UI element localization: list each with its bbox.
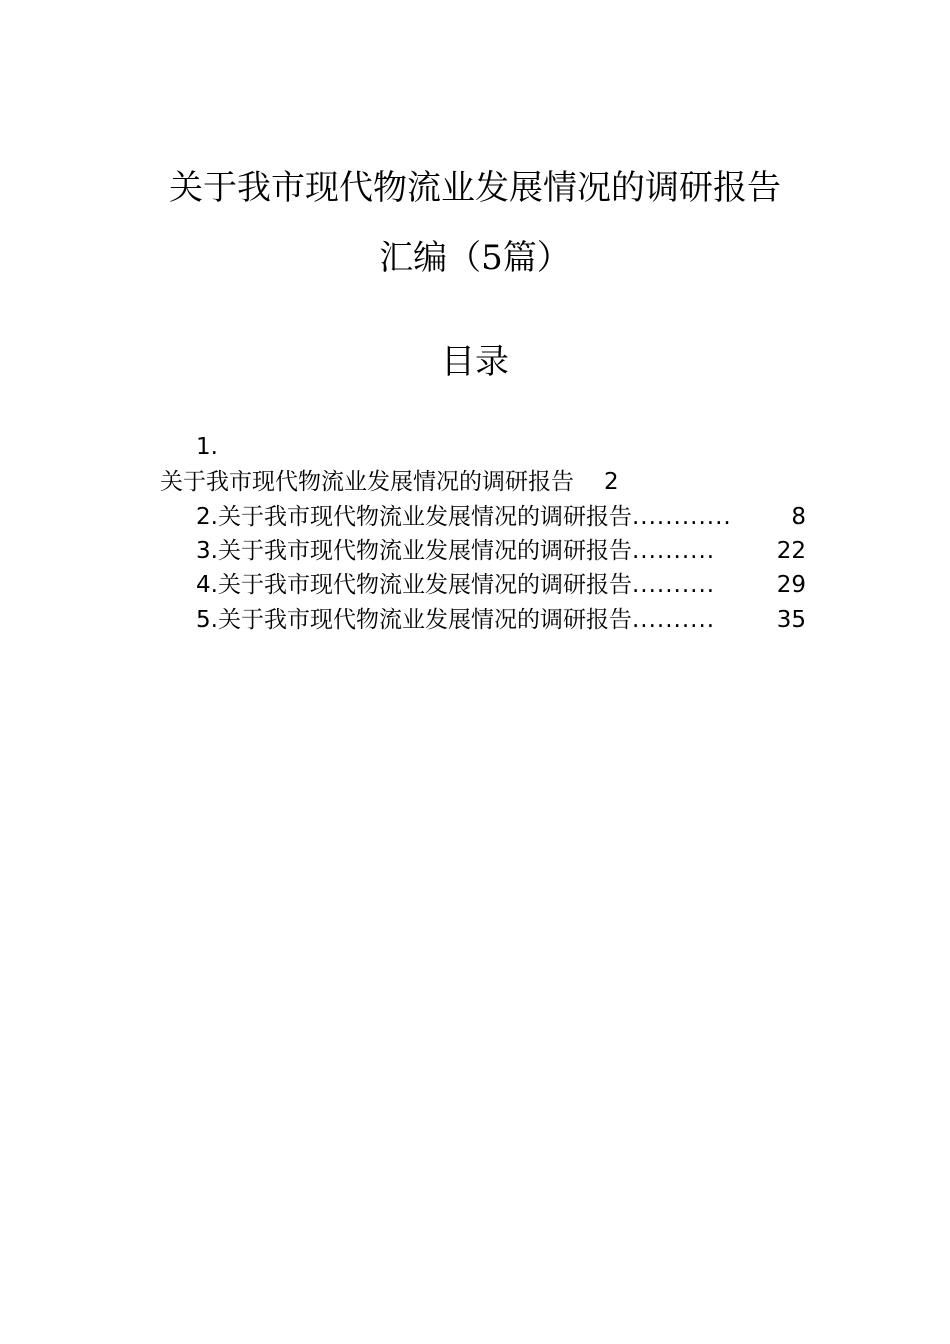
toc-leader-dots: ..........: [631, 538, 716, 564]
toc-entry-page: 2: [604, 469, 619, 495]
title-line2-prefix: 汇编（: [379, 238, 482, 278]
toc-entry-page: 8: [791, 504, 806, 530]
toc-heading: 目录: [441, 342, 509, 382]
toc-entry-number: 5.: [196, 607, 218, 633]
toc-entry-page: 35: [776, 607, 806, 633]
title-line2-number: 5: [481, 238, 503, 278]
toc-entry-number: 2.: [196, 504, 218, 530]
toc-leader-dots: ..........: [631, 572, 716, 598]
toc-entry-title: 关于我市现代物流业发展情况的调研报告: [217, 607, 632, 633]
title-line2-suffix: 篇）: [502, 238, 571, 278]
toc-entry-number: 4.: [196, 572, 218, 598]
toc-entry-2[interactable]: [196, 500, 806, 534]
toc-entry-title: 关于我市现代物流业发展情况的调研报告: [217, 538, 632, 564]
toc-entry-page: 29: [776, 572, 806, 598]
toc-entry-page: 22: [776, 538, 806, 564]
toc-entry-1-number[interactable]: 1.: [196, 434, 218, 460]
toc-entry-5[interactable]: [196, 603, 806, 637]
toc-entry-title: 关于我市现代物流业发展情况的调研报告: [217, 572, 632, 598]
toc-entry-title: 关于我市现代物流业发展情况的调研报告: [217, 504, 632, 530]
document-title-line2: [0, 238, 950, 278]
document-title-line1: 关于我市现代物流业发展情况的调研报告: [169, 168, 781, 208]
toc-entry-4[interactable]: [196, 568, 806, 602]
toc-entry-3[interactable]: [196, 534, 806, 568]
toc-entry-title: 关于我市现代物流业发展情况的调研报告: [160, 469, 574, 495]
toc-leader-dots: ............: [631, 504, 732, 530]
toc-entry-1[interactable]: [160, 465, 619, 499]
toc-entry-number: 3.: [196, 538, 218, 564]
toc-leader-dots: ..........: [631, 607, 716, 633]
